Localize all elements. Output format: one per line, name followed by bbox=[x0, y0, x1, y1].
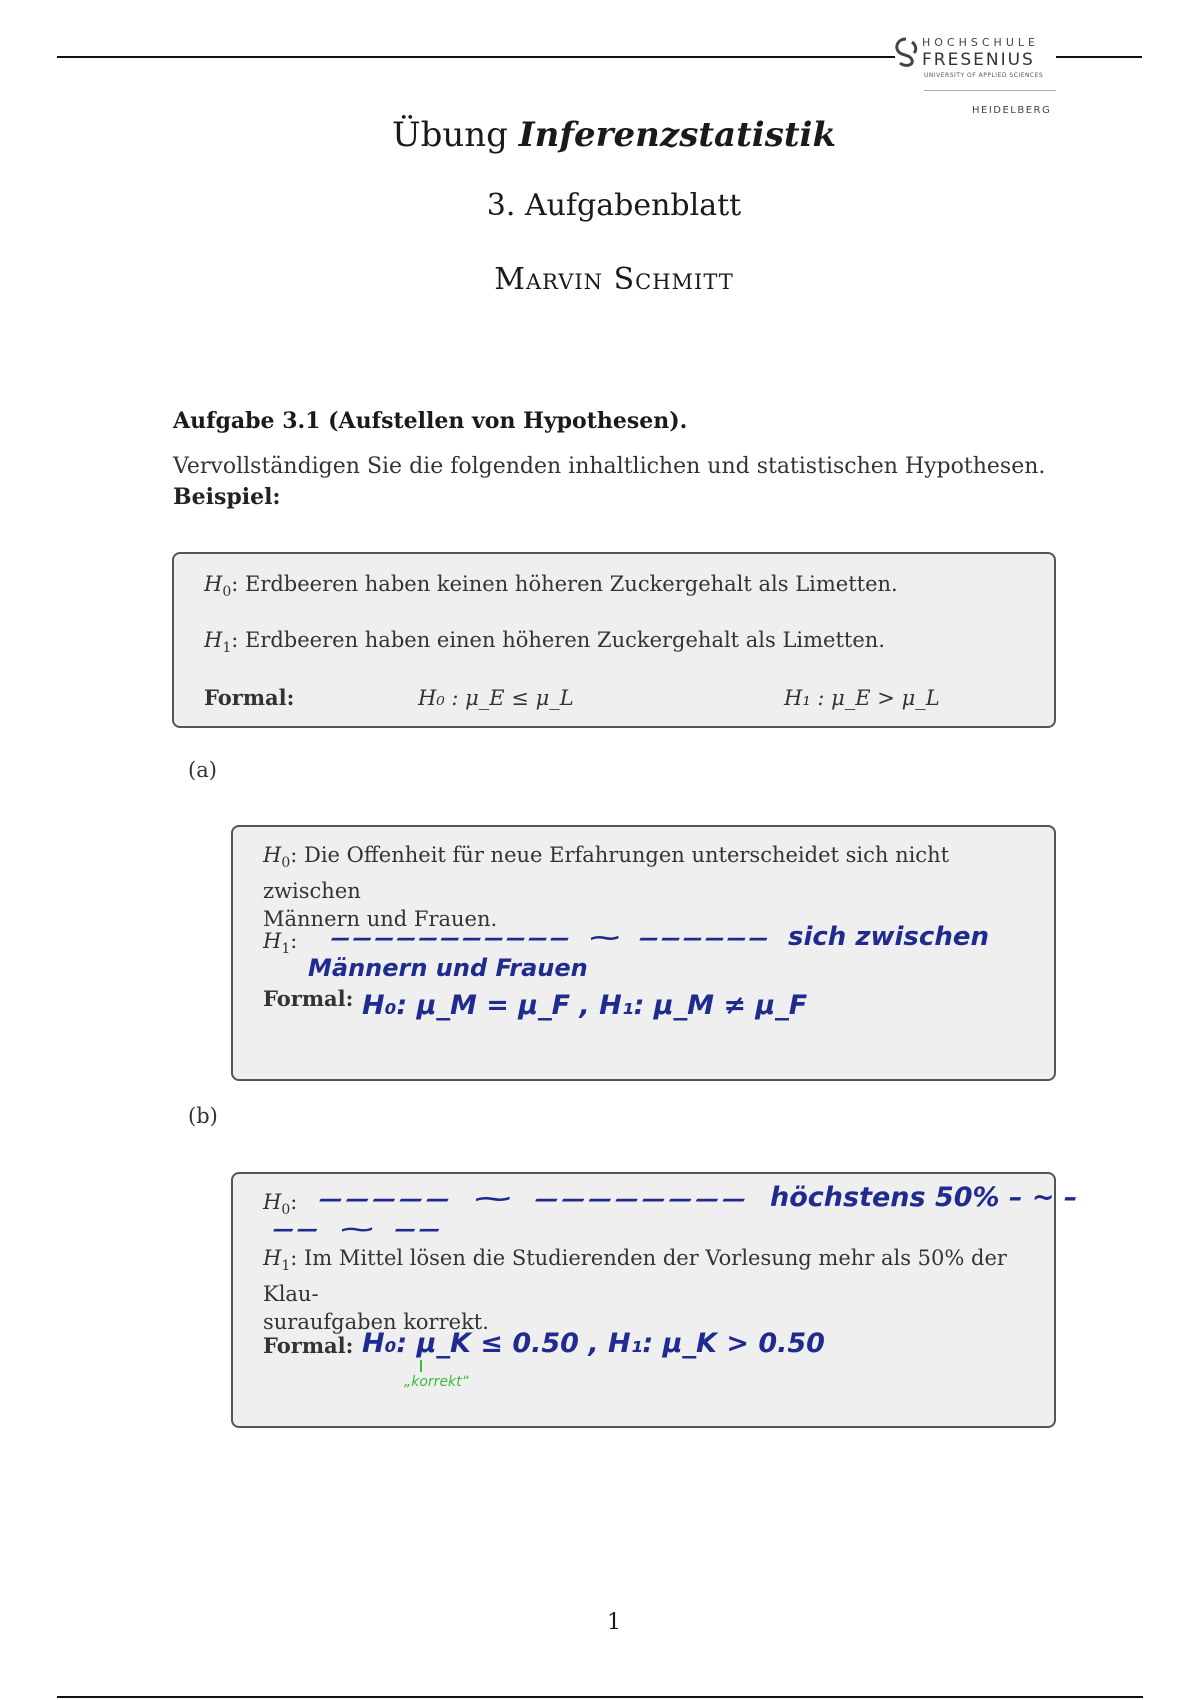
h0-symbol: H bbox=[263, 1190, 282, 1214]
part-a-h0-text-2: Männern und Frauen. bbox=[263, 907, 498, 932]
part-b-formal-label: Formal: bbox=[263, 1333, 354, 1358]
example-formal-h1: H₁ : μ_E > μ_L bbox=[784, 686, 940, 710]
instruction-text: Vervollständigen Sie die folgenden inhaltlichen und statistischen Hypothesen. bbox=[173, 454, 1046, 479]
part-b-h1-text-2: suraufgaben korrekt. bbox=[263, 1310, 489, 1335]
author-name: Marvin Schmitt bbox=[494, 262, 734, 297]
example-h1-text: : Erdbeeren haben einen höheren Zuckergehalt als Limetten. bbox=[231, 628, 885, 652]
hand-a-h1-mark: ––––––––––– ~ –––––– bbox=[330, 926, 770, 951]
h0-symbol: H bbox=[204, 572, 223, 596]
footer-rule bbox=[57, 1696, 1143, 1698]
h0-subscript: 0 bbox=[281, 1202, 291, 1219]
example-formal-h0: H₀ : μ_E ≤ μ_L bbox=[418, 686, 574, 710]
h1-colon: : bbox=[290, 929, 298, 953]
logo-line-hochschule: HOCHSCHULE bbox=[922, 36, 1039, 49]
part-b-label: (b) bbox=[188, 1104, 218, 1128]
example-h0-text: : Erdbeeren haben keinen höheren Zuckergehalt als Limetten. bbox=[231, 572, 898, 596]
h1-subscript: 1 bbox=[281, 1258, 291, 1275]
hand-b-h0-mark: ––––– ~ –––––––– bbox=[318, 1187, 748, 1212]
sheet-subtitle: 3. Aufgabenblatt bbox=[486, 188, 742, 223]
title-italic: Inferenzstatistik bbox=[518, 115, 837, 155]
h0-subscript: 0 bbox=[281, 855, 291, 872]
page-number: 1 bbox=[607, 1610, 621, 1635]
h0-subscript: 0 bbox=[222, 584, 232, 601]
part-b-h1-text-1: : Im Mittel lösen die Studierenden der Vorlesung mehr als 50% der Klau- bbox=[263, 1246, 1007, 1307]
part-a-formal-label: Formal: bbox=[263, 986, 354, 1011]
hand-b-formal: H₀: μ_K ≤ 0.50 , H₁: μ_K > 0.50 bbox=[362, 1328, 825, 1359]
hand-a-formal: H₀: μ_M = μ_F , H₁: μ_M ≠ μ_F bbox=[362, 990, 808, 1021]
logo-line-fresenius: FRESENIUS bbox=[922, 50, 1035, 70]
h0-symbol: H bbox=[263, 843, 282, 867]
example-formal-label: Formal: bbox=[204, 685, 295, 710]
h1-subscript: 1 bbox=[281, 941, 291, 958]
hand-b-h0-end: höchstens 50% – ~ – bbox=[770, 1182, 1078, 1213]
hand-a-h1-end: sich zwischen bbox=[788, 922, 989, 952]
part-a-label: (a) bbox=[188, 758, 217, 782]
logo-city: HEIDELBERG bbox=[972, 105, 1052, 116]
part-a-h0-text-1: : Die Offenheit für neue Erfahrungen unterscheidet sich nicht zwischen bbox=[263, 843, 950, 904]
hand-a-h1-line2: Männern und Frauen bbox=[308, 954, 588, 982]
h1-subscript: 1 bbox=[222, 640, 232, 657]
hand-b-note: „korrekt“ bbox=[404, 1374, 469, 1390]
title-plain: Übung bbox=[391, 115, 508, 155]
example-label: Beispiel: bbox=[173, 484, 281, 510]
h1-symbol: H bbox=[263, 1246, 282, 1270]
h1-symbol: H bbox=[204, 628, 223, 652]
task-heading: Aufgabe 3.1 (Aufstellen von Hypothesen). bbox=[173, 408, 688, 434]
h0-colon: : bbox=[290, 1190, 298, 1214]
hand-b-h0-line2: –– ~ –– bbox=[272, 1217, 442, 1241]
logo-line-university: UNIVERSITY OF APPLIED SCIENCES bbox=[924, 72, 1044, 79]
h1-symbol: H bbox=[263, 929, 282, 953]
